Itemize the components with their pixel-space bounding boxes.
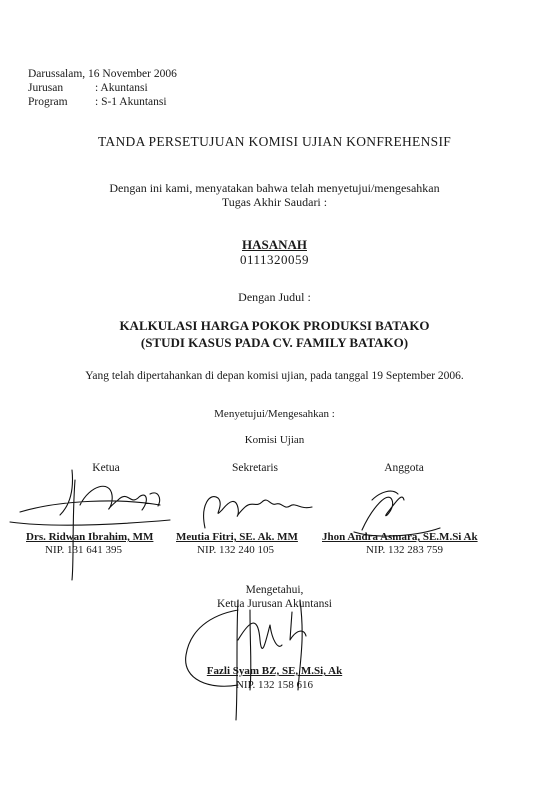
signature-chair	[10, 470, 170, 580]
thesis-title-line-2: (STUDI KASUS PADA CV. FAMILY BATAKO)	[140, 335, 409, 350]
acknowledge-role: Ketua Jurusan Akuntansi	[217, 598, 332, 610]
committee-label: Komisi Ujian	[244, 434, 305, 446]
student-name: HASANAH	[241, 237, 307, 252]
committee-nip-chair: NIP. 131 641 395	[45, 544, 123, 556]
acknowledge-label: Mengetahui,	[245, 584, 304, 596]
place-date: Darussalam, 16 November 2006	[28, 68, 177, 80]
defended-text: Yang telah dipertahankan di depan komisi ujian, pada tanggal 19 September 2006.	[85, 370, 464, 382]
program-value: : S-1 Akuntansi	[95, 96, 167, 108]
signature-member	[354, 491, 440, 536]
student-nim: 0111320059	[239, 252, 310, 267]
intro-line-1: Dengan ini kami, menyatakan bahwa telah menyetujui/mengesahkan	[109, 181, 440, 195]
judul-label: Dengan Judul :	[238, 290, 311, 304]
committee-nip-member: NIP. 132 283 759	[366, 544, 444, 556]
thesis-title-line-1: KALKULASI HARGA POKOK PRODUKSI BATAKO	[119, 318, 430, 333]
committee-role-member: Anggota	[384, 462, 424, 474]
jurusan-value: : Akuntansi	[95, 82, 148, 94]
acknowledge-name: Fazli Syam BZ, SE, M.Si, Ak	[206, 665, 343, 677]
signature-secretary	[204, 497, 312, 528]
program-label: Program	[28, 96, 68, 108]
committee-name-member: Jhon Andra Asmara, SE.M.Si Ak	[322, 531, 478, 543]
acknowledge-nip: NIP. 132 158 616	[235, 679, 313, 691]
committee-role-chair: Ketua	[92, 462, 120, 474]
committee-name-chair: Drs. Ridwan Ibrahim, MM	[26, 531, 154, 543]
intro-line-2: Tugas Akhir Saudari :	[221, 195, 328, 209]
approval-label: Menyetujui/Mengesahkan :	[214, 408, 335, 420]
document-title: TANDA PERSETUJUAN KOMISI UJIAN KONFREHENSIF	[97, 134, 452, 149]
signature-head	[186, 600, 306, 720]
committee-name-secretary: Meutia Fitri, SE. Ak. MM	[176, 531, 298, 543]
jurusan-label: Jurusan	[28, 82, 64, 94]
committee-nip-secretary: NIP. 132 240 105	[197, 544, 275, 556]
committee-role-secretary: Sekretaris	[232, 462, 278, 474]
